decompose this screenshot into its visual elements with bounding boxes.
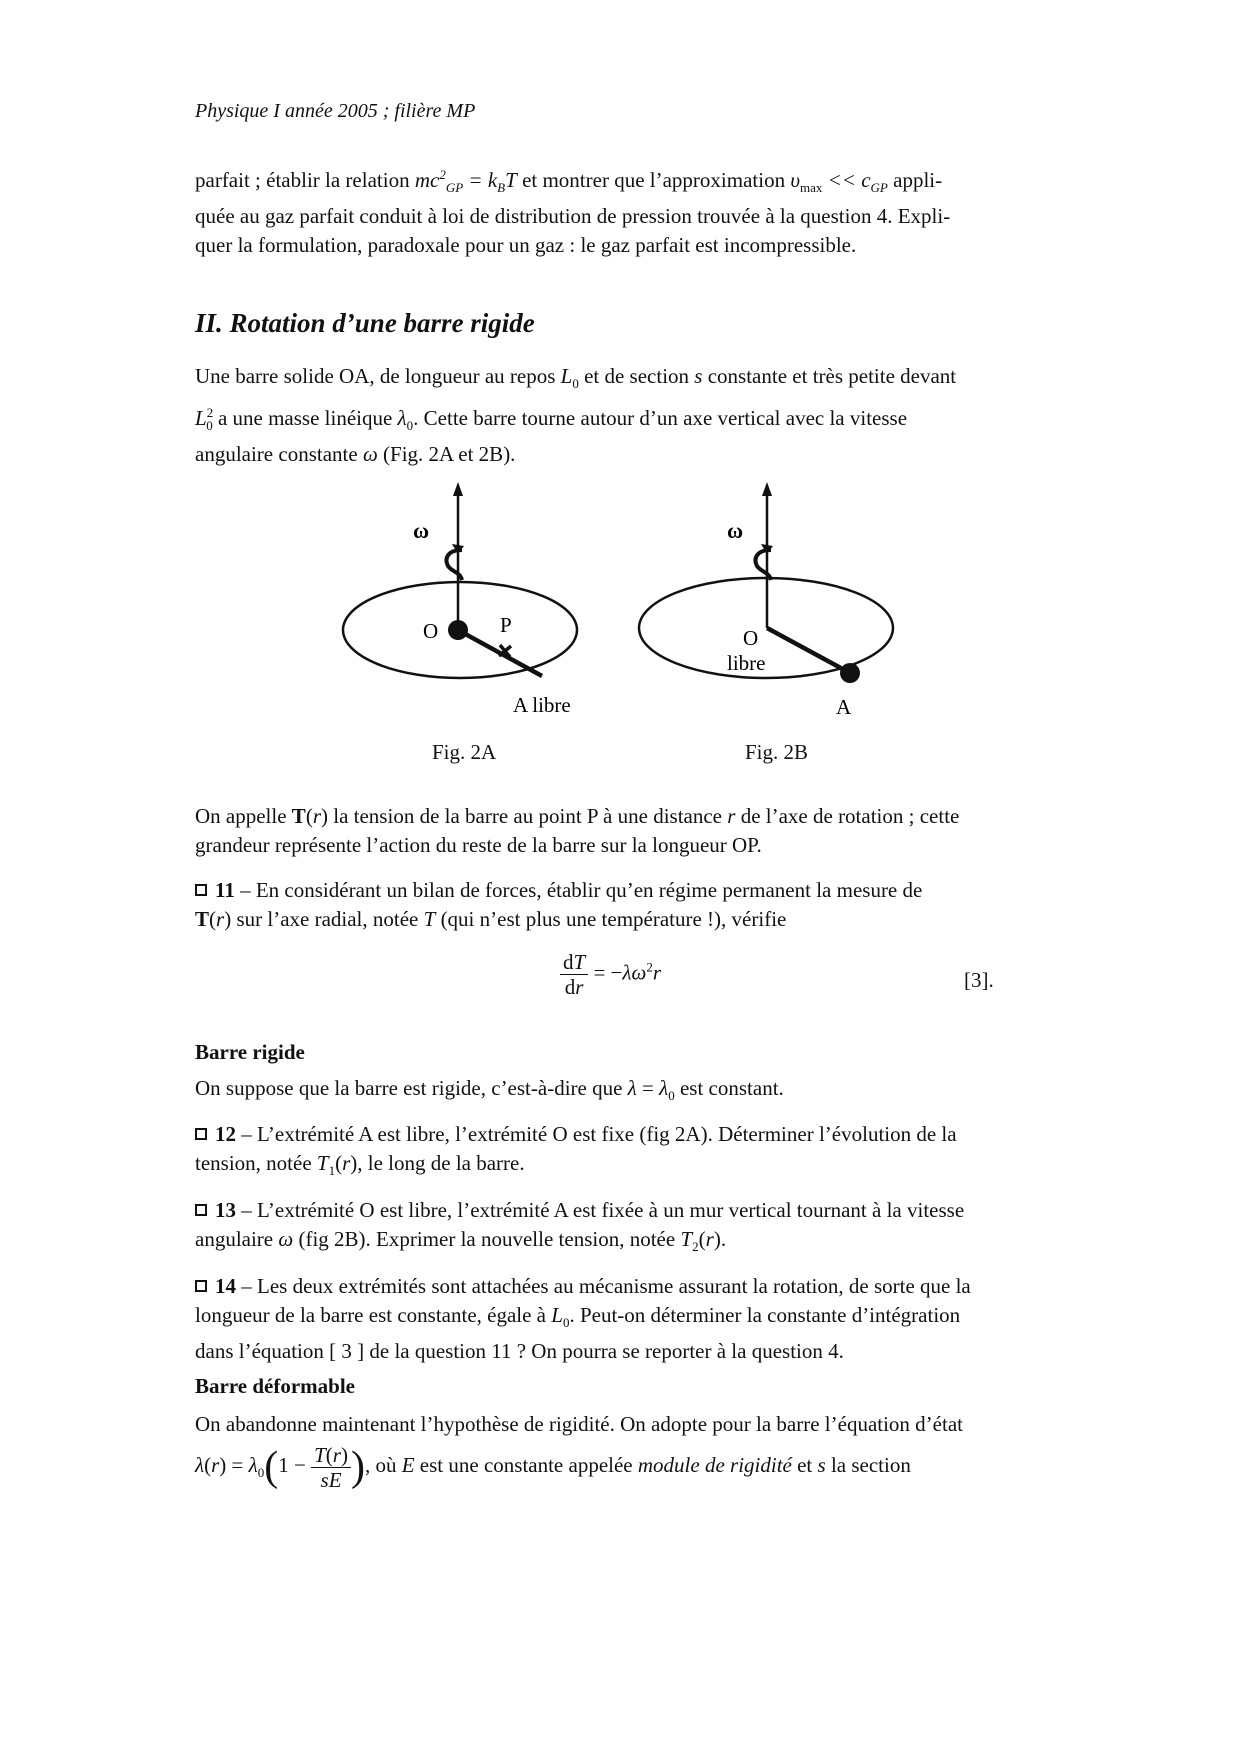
rigid-assumption: On suppose que la barre est rigide, c’est-à-dire que $\lambda = \lambda_0$ est constant. bbox=[195, 1076, 784, 1104]
fig-2a-rotation-arrow bbox=[447, 550, 462, 580]
deformable-paragraph: On abandonne maintenant l’hypothèse de rigidité. On adopte pour la barre l’équation d’état bbox=[195, 1412, 963, 1436]
fig-2b-label-a: A bbox=[836, 695, 852, 719]
fig-2a-axis-arrowhead bbox=[453, 482, 463, 496]
fig-2b-label-libre: libre bbox=[727, 651, 766, 675]
fig-2a-caption: Fig. 2A bbox=[432, 740, 497, 764]
fig-2b-axis-arrowhead bbox=[762, 482, 772, 496]
formula-vmax: $\upsilon_{max} << c_{GP}$ bbox=[790, 168, 888, 196]
tension-definition: On appelle T(r) la tension de la barre au point P à une distance r de l’axe de rotation ; cette grandeur représente l’action du reste de la barre sur la longueur OP. bbox=[195, 804, 960, 857]
running-header: Physique I année 2005 ; filière MP bbox=[195, 100, 476, 122]
question-13: 13 – L’extrémité O est libre, l’extrémité A est fixée à un mur vertical tournant à la vitesse angulaire ω (fig 2B). Exprimer la nouvelle tension, notée $T_2(r)$. bbox=[195, 1198, 965, 1255]
fig-2a-omega: ω bbox=[413, 518, 430, 543]
checkbox-icon bbox=[195, 1128, 207, 1140]
checkbox-icon bbox=[195, 1204, 207, 1216]
fig-2a-drawing bbox=[343, 482, 577, 717]
section-title: II. Rotation d’une barre rigide bbox=[195, 308, 535, 338]
checkbox-icon bbox=[195, 1280, 207, 1292]
equation-3: $\frac{dT}{dr}$ = $-\lambda\omega^2r$ bbox=[560, 950, 661, 999]
fig-2b-bar bbox=[767, 628, 850, 673]
question-12: 12 – L’extrémité A est libre, l’extrémité O est fixe (fig 2A). Déterminer l’évolution de la tension, notée $T_1(r)$, le long de la barre. bbox=[195, 1122, 957, 1179]
fig-2b-drawing bbox=[639, 482, 893, 719]
fig-2b-rotation-arrow bbox=[756, 550, 771, 580]
rigid-heading: Barre rigide bbox=[195, 1040, 305, 1064]
deformable-heading: Barre déformable bbox=[195, 1374, 355, 1398]
fig-2a-label-p: P bbox=[500, 613, 512, 637]
fig-2b-pivot-a bbox=[840, 663, 860, 683]
fig-2a-label-a: A libre bbox=[513, 693, 571, 717]
fig-2a-label-o: O bbox=[423, 619, 439, 643]
equation-3-ref: [3]. bbox=[964, 968, 994, 992]
question-11: 11 – En considérant un bilan de forces, établir qu’en régime permanent la mesure de T(r) sur l’axe radial, notée T (qui n’est plus une température !), vérifie bbox=[195, 878, 923, 931]
checkbox-icon bbox=[195, 884, 207, 896]
intro-paragraph: parfait ; établir la relation $mc^2_{GP} = k_BT$ et montrer que l’approximation $\upsilon_{max} << c_{GP}$ appli- quée au gaz parfait conduit à loi de distribution de pression trouvée à la question 4. Expli- quer la formulation, paradoxale pour un gaz : le gaz parfait est incompressible. bbox=[195, 167, 951, 258]
question-14: 14 – Les deux extrémités sont attachées au mécanisme assurant la rotation, de sorte que la longueur de la barre est constante, égale à $L_0$. Peut-on déterminer la constante d’intégration dans l’équation [ 3 ] de la question 11 ? On pourra se reporter à la question 4. bbox=[195, 1274, 971, 1364]
formula-mcgp: $mc^2_{GP} = k_BT$ bbox=[414, 167, 517, 196]
bar-intro-paragraph: Une barre solide OA, de longueur au repos $L_0$ et de section s constante et très petite devant $L^2_0$ a une masse linéique $\lambda_0$. Cette barre tourne autour d’un axe vertical avec la vitesse angulaire constante ω (Fig. 2A et 2B). bbox=[195, 364, 957, 467]
fig-2b-label-o: O bbox=[743, 626, 759, 650]
fig-2b-omega: ω bbox=[727, 518, 744, 543]
figure-2-diagram bbox=[330, 480, 910, 730]
fig-2b-caption: Fig. 2B bbox=[745, 740, 809, 764]
deformable-equation-line: $\lambda(r) = \lambda_0(1$ − $\frac{T(r)}{sE}$ ), où E est une constante appelée module de rigidité et s la section bbox=[195, 1442, 911, 1492]
